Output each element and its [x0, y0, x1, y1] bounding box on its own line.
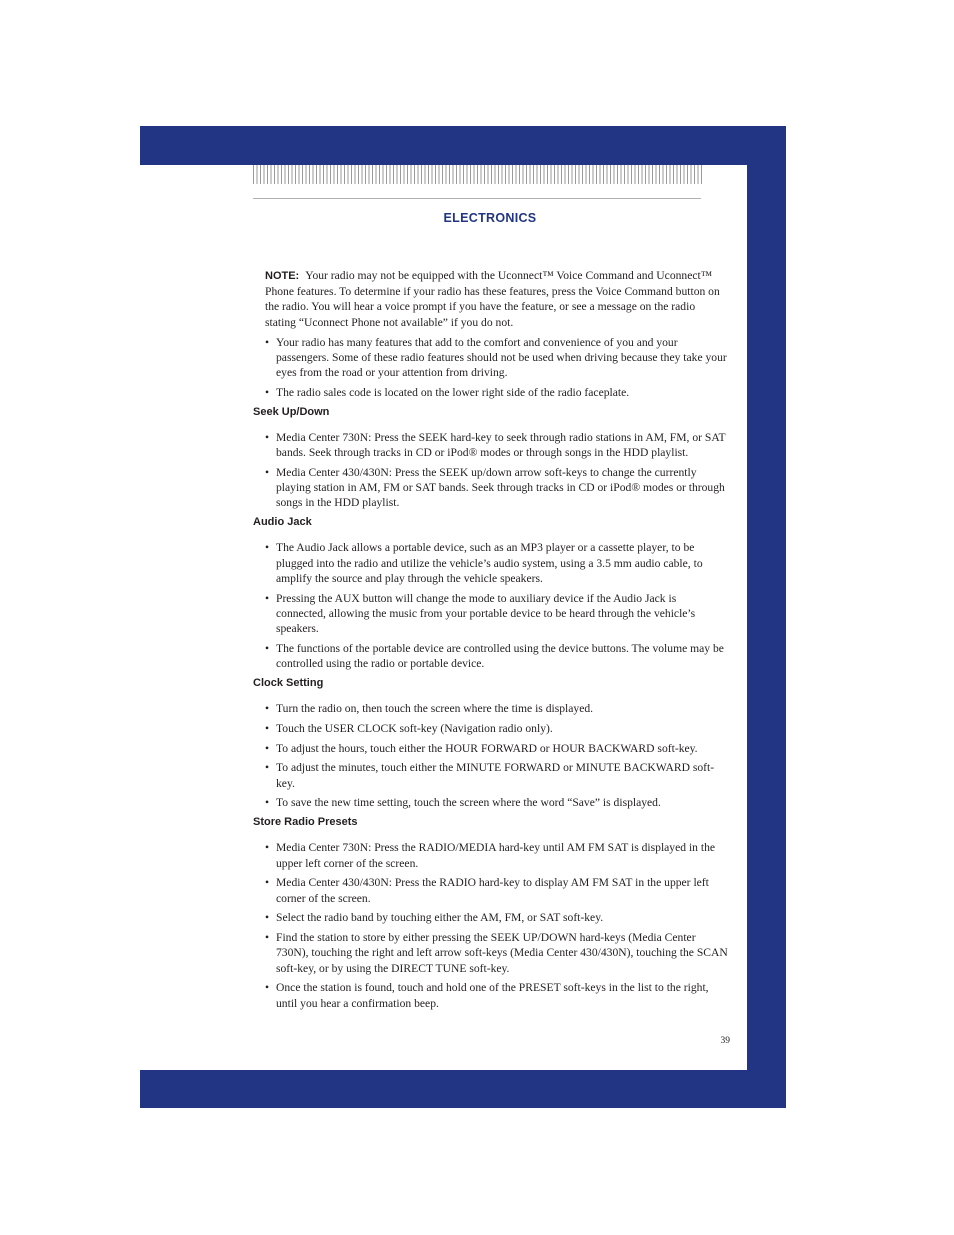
list-item-text: Media Center 430/430N: Press the RADIO hard-key to display AM FM SAT in the upper left corner of the screen.: [276, 876, 709, 905]
list-item-text: Turn the radio on, then touch the screen where the time is displayed.: [276, 702, 594, 716]
note-label: NOTE:: [265, 270, 300, 282]
list-item-text: The functions of the portable device are controlled using the device buttons. The volume may be controlled using the radio or portable device.: [276, 641, 724, 671]
list-item: [253, 930, 728, 976]
frame-bottom-band: [140, 1070, 786, 1108]
audio-jack-bullet-list: [253, 540, 728, 671]
bullet-glyph: •: [265, 641, 270, 655]
bullet-glyph: •: [265, 911, 270, 925]
list-item-text: Touch the USER CLOCK soft-key (Navigation radio only).: [276, 721, 553, 735]
list-item: [253, 465, 728, 511]
list-item: [253, 760, 728, 790]
bullet-glyph: •: [265, 876, 270, 890]
bullet-glyph: •: [265, 541, 270, 555]
list-item: [253, 741, 728, 756]
seek-bullet-list: [253, 430, 728, 511]
page-number: 39: [720, 1036, 730, 1046]
list-item: [253, 795, 728, 810]
list-item-text: Once the station is found, touch and hold one of the PRESET soft-keys in the list to the right, until you hear a confirmation beep.: [276, 981, 709, 1010]
bullet-glyph: •: [265, 761, 270, 775]
frame-top-band: [140, 126, 786, 165]
bullet-glyph: •: [265, 431, 270, 445]
list-item: [253, 430, 728, 460]
list-item-text: The Audio Jack allows a portable device, such as an MP3 player or a cassette player, to be plugged into the radio and utilize the vehicle’s audio system, using a 3.5 mm audio cable, to amplify the source and play through the vehicle speakers.: [276, 541, 703, 585]
bullet-glyph: •: [265, 841, 270, 855]
bullet-glyph: •: [265, 386, 270, 400]
list-item: [253, 701, 728, 716]
frame-right-band: [747, 126, 786, 1108]
list-item: [253, 840, 728, 870]
list-item-text: Media Center 430/430N: Press the SEEK up/down arrow soft-keys to change the currently playing station in AM, FM or SAT bands. Seek through tracks in CD or iPod® modes or through songs in the HDD playlist.: [276, 466, 725, 510]
bullet-glyph: •: [265, 702, 270, 716]
list-item-text: To adjust the hours, touch either the HOUR FORWARD or HOUR BACKWARD soft-key.: [276, 741, 698, 755]
list-item: [253, 591, 728, 637]
list-item-text: Media Center 730N: Press the RADIO/MEDIA hard-key until AM FM SAT is displayed in the upper left corner of the screen.: [276, 841, 716, 870]
list-item: [253, 910, 728, 925]
list-item-text: Your radio has many features that add to the comfort and convenience of you and your passengers. Some of these radio features should not be used when driving because they take your eyes from the road or your attention from driving.: [276, 335, 727, 380]
clock-setting-bullet-list: [253, 701, 728, 811]
section-heading-store-presets: Store Radio Presets: [253, 816, 358, 829]
section-title: ELECTRONICS: [443, 211, 537, 225]
decorative-tick-strip: [253, 165, 703, 184]
bullet-glyph: •: [265, 981, 270, 995]
list-item: [253, 385, 728, 400]
list-item-text: To save the new time setting, touch the screen where the word “Save” is displayed.: [276, 796, 661, 810]
list-item-text: The radio sales code is located on the lower right side of the radio faceplate.: [276, 386, 630, 400]
list-item-text: Pressing the AUX button will change the mode to auxiliary device if the Audio Jack is connected, allowing the music from your portable device to be heard through the vehicle’s speakers.: [276, 591, 696, 636]
section-heading-seek: Seek Up/Down: [253, 405, 330, 418]
list-item: [253, 335, 728, 381]
intro-bullet-list: [253, 335, 728, 400]
list-item: [253, 980, 728, 1010]
header-rule: [253, 198, 701, 199]
list-item: [253, 540, 728, 586]
note-paragraph: [265, 268, 728, 330]
list-item-text: Media Center 730N: Press the SEEK hard-key to seek through radio stations in AM, FM, or SAT bands. Seek through tracks in CD or iPod® modes or through songs in the HDD playlist.: [276, 431, 726, 460]
bullet-glyph: •: [265, 796, 270, 810]
store-presets-bullet-list: [253, 840, 728, 1010]
list-item: [253, 721, 728, 736]
bullet-glyph: •: [265, 591, 270, 605]
section-heading-clock-setting: Clock Setting: [253, 676, 324, 689]
bullet-glyph: •: [265, 335, 270, 349]
list-item-text: To adjust the minutes, touch either the MINUTE FORWARD or MINUTE BACKWARD soft-key.: [276, 761, 715, 790]
list-item-text: Find the station to store by either pressing the SEEK UP/DOWN hard-keys (Media Center 730N), touching the right and left arrow soft-keys (Media Center 430/430N), touching the SCAN soft-key, or by using the DIRECT TUNE soft-key.: [276, 931, 728, 975]
note-text: Your radio may not be equipped with the Uconnect™ Voice Command and Uconnect™ Phone features. To determine if your radio has these features, press the Voice Command button on the radio. You will hear a voice prompt if you have the feature, or see a message on the radio stating “Uconnect Phone not available” if you do not.: [265, 269, 720, 329]
list-item: [253, 875, 728, 905]
bullet-glyph: •: [265, 721, 270, 735]
section-heading-audio-jack: Audio Jack: [253, 516, 312, 529]
list-item: [253, 641, 728, 671]
bullet-glyph: •: [265, 466, 270, 480]
page-content: [253, 268, 728, 1015]
list-item-text: Select the radio band by touching either the AM, FM, or SAT soft-key.: [276, 911, 604, 925]
bullet-glyph: •: [265, 931, 270, 945]
bullet-glyph: •: [265, 741, 270, 755]
